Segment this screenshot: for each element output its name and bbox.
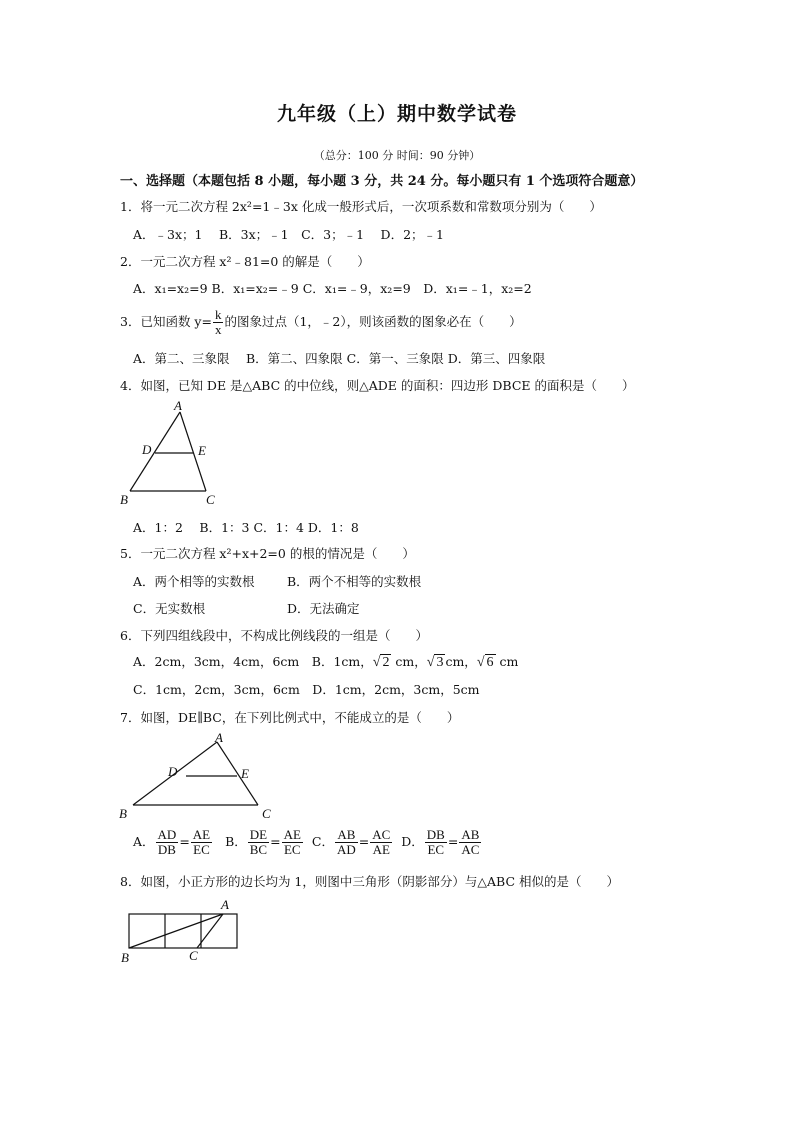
page-title: 九年级（上）期中数学试卷 xyxy=(276,103,517,125)
question-2-stem: 2．一元二次方程 x²﹣81=0 的解是（ ） xyxy=(120,254,370,269)
question-7-triangle-figure xyxy=(113,730,283,822)
fraction: $\frac{AE}{EC}$ xyxy=(283,827,301,857)
question-3-options: A．第二、三象限 B．第二、四象限 C．第一、三象限 D．第三、四象限 xyxy=(133,351,546,366)
vertex-label-c: C xyxy=(262,806,271,821)
fraction-denominator: x xyxy=(214,322,222,337)
question-7-options: A． $\frac{AD}{DB}$ = $\frac{AE}{EC}$ B． $\frac{DE}{BC}$ = $\frac{AE}{EC}$ C． $\frac{AB}{AD}$ = $\frac{AC}{AE}$ D． $\frac{DB}{EC}$ = $\frac{AB}{AC}$ xyxy=(133,827,480,857)
question-4-triangle-figure xyxy=(110,398,220,510)
fraction-k-over-x xyxy=(213,308,224,337)
fraction: $\frac{AB}{AD}$ xyxy=(336,827,356,857)
vertex-label-d: D xyxy=(168,764,178,779)
question-4-stem: 4．如图，已知 DE 是△ABC 的中位线，则△ADE 的面积：四边形 DBCE 的面积是（ ） xyxy=(120,378,635,393)
vertex-label-b: B xyxy=(119,806,127,821)
vertex-label-a: A xyxy=(221,897,229,912)
sqrt-3: √ 3 xyxy=(426,655,444,670)
fraction: $\frac{AB}{AC}$ xyxy=(461,827,480,857)
question-6-options-ab-text: A．2cm，3cm，4cm，6cm B．1cm， xyxy=(133,654,373,669)
vertex-label-a: A xyxy=(215,730,223,745)
vertex-label-e: E xyxy=(198,443,206,458)
sqrt-2: √ 2 xyxy=(372,655,390,670)
question-5-option-c: C．无实数根 xyxy=(133,601,206,616)
section-heading: 一、选择题（本题包括 8 小题，每小题 3 分，共 24 分。每小题只有 1 个选项符合题意） xyxy=(120,174,644,189)
question-3-stem-pre: 3．已知函数 y= xyxy=(120,314,212,329)
question-5-option-a: A．两个相等的实数根 xyxy=(133,574,255,589)
question-5-option-d: D．无法确定 xyxy=(287,601,360,616)
fraction-numerator: k xyxy=(214,307,222,322)
question-1-stem: 1．将一元二次方程 2x²=1﹣3x 化成一般形式后，一次项系数和常数项分别为（ ） xyxy=(120,199,602,214)
segment-ba xyxy=(129,914,223,948)
fraction: $\frac{AE}{EC}$ xyxy=(192,827,211,857)
vertex-label-b: B xyxy=(120,492,128,507)
vertex-label-d: D xyxy=(142,442,152,457)
vertex-label-e: E xyxy=(241,766,249,781)
question-6-stem: 6．下列四组线段中，不构成比例线段的一组是（ ） xyxy=(120,628,428,643)
fraction: $\frac{DE}{BC}$ xyxy=(249,827,268,857)
question-6-options-cd: C．1cm，2cm，3cm，6cm D．1cm，2cm，3cm，5cm xyxy=(133,682,480,697)
question-3-stem xyxy=(120,308,522,337)
fraction: $\frac{DB}{EC}$ xyxy=(426,827,445,857)
question-8-stem: 8．如图，小正方形的边长均为 1，则图中三角形（阴影部分）与△ABC 相似的是（ ） xyxy=(120,874,619,889)
question-5-stem: 5．一元二次方程 x²+x+2=0 的根的情况是（ ） xyxy=(120,546,415,561)
fraction: $\frac{AC}{AE}$ xyxy=(372,827,391,857)
question-2-options: A．x₁=x₂=9 B．x₁=x₂=﹣9 C．x₁=﹣9，x₂=9 D．x₁=﹣1，x₂=2 xyxy=(133,281,532,296)
question-4-options: A．1：2 B．1：3 C．1：4 D．1：8 xyxy=(133,520,359,535)
question-1-options: A．﹣3x；1 B．3x；﹣1 C．3；﹣1 D．2；﹣1 xyxy=(133,227,444,242)
vertex-label-c: C xyxy=(206,492,215,507)
vertex-label-b: B xyxy=(121,950,129,965)
question-3-stem-post: 的图象过点（1，﹣2），则该函数的图象必在（ ） xyxy=(224,314,522,329)
vertex-label-c: C xyxy=(189,948,198,963)
figure-line xyxy=(130,412,180,491)
vertex-label-a: A xyxy=(174,398,182,413)
exam-info: （总分：100 分 时间：90 分钟） xyxy=(313,149,481,162)
question-8-grid-figure xyxy=(115,894,245,966)
grid-rect xyxy=(129,914,237,948)
question-5-option-b: B．两个不相等的实数根 xyxy=(287,574,422,589)
figure-line xyxy=(217,742,258,805)
sqrt-6: √ 6 xyxy=(476,655,494,670)
question-6-options-ab: A．2cm，3cm，4cm，6cm B．1cm，√ 2 cm，√ 3 cm，√ 6 cm xyxy=(133,654,519,670)
question-7-stem: 7．如图，DE∥BC，在下列比例式中，不能成立的是（ ） xyxy=(120,710,460,725)
fraction: $\frac{AD}{DB}$ xyxy=(157,827,177,857)
